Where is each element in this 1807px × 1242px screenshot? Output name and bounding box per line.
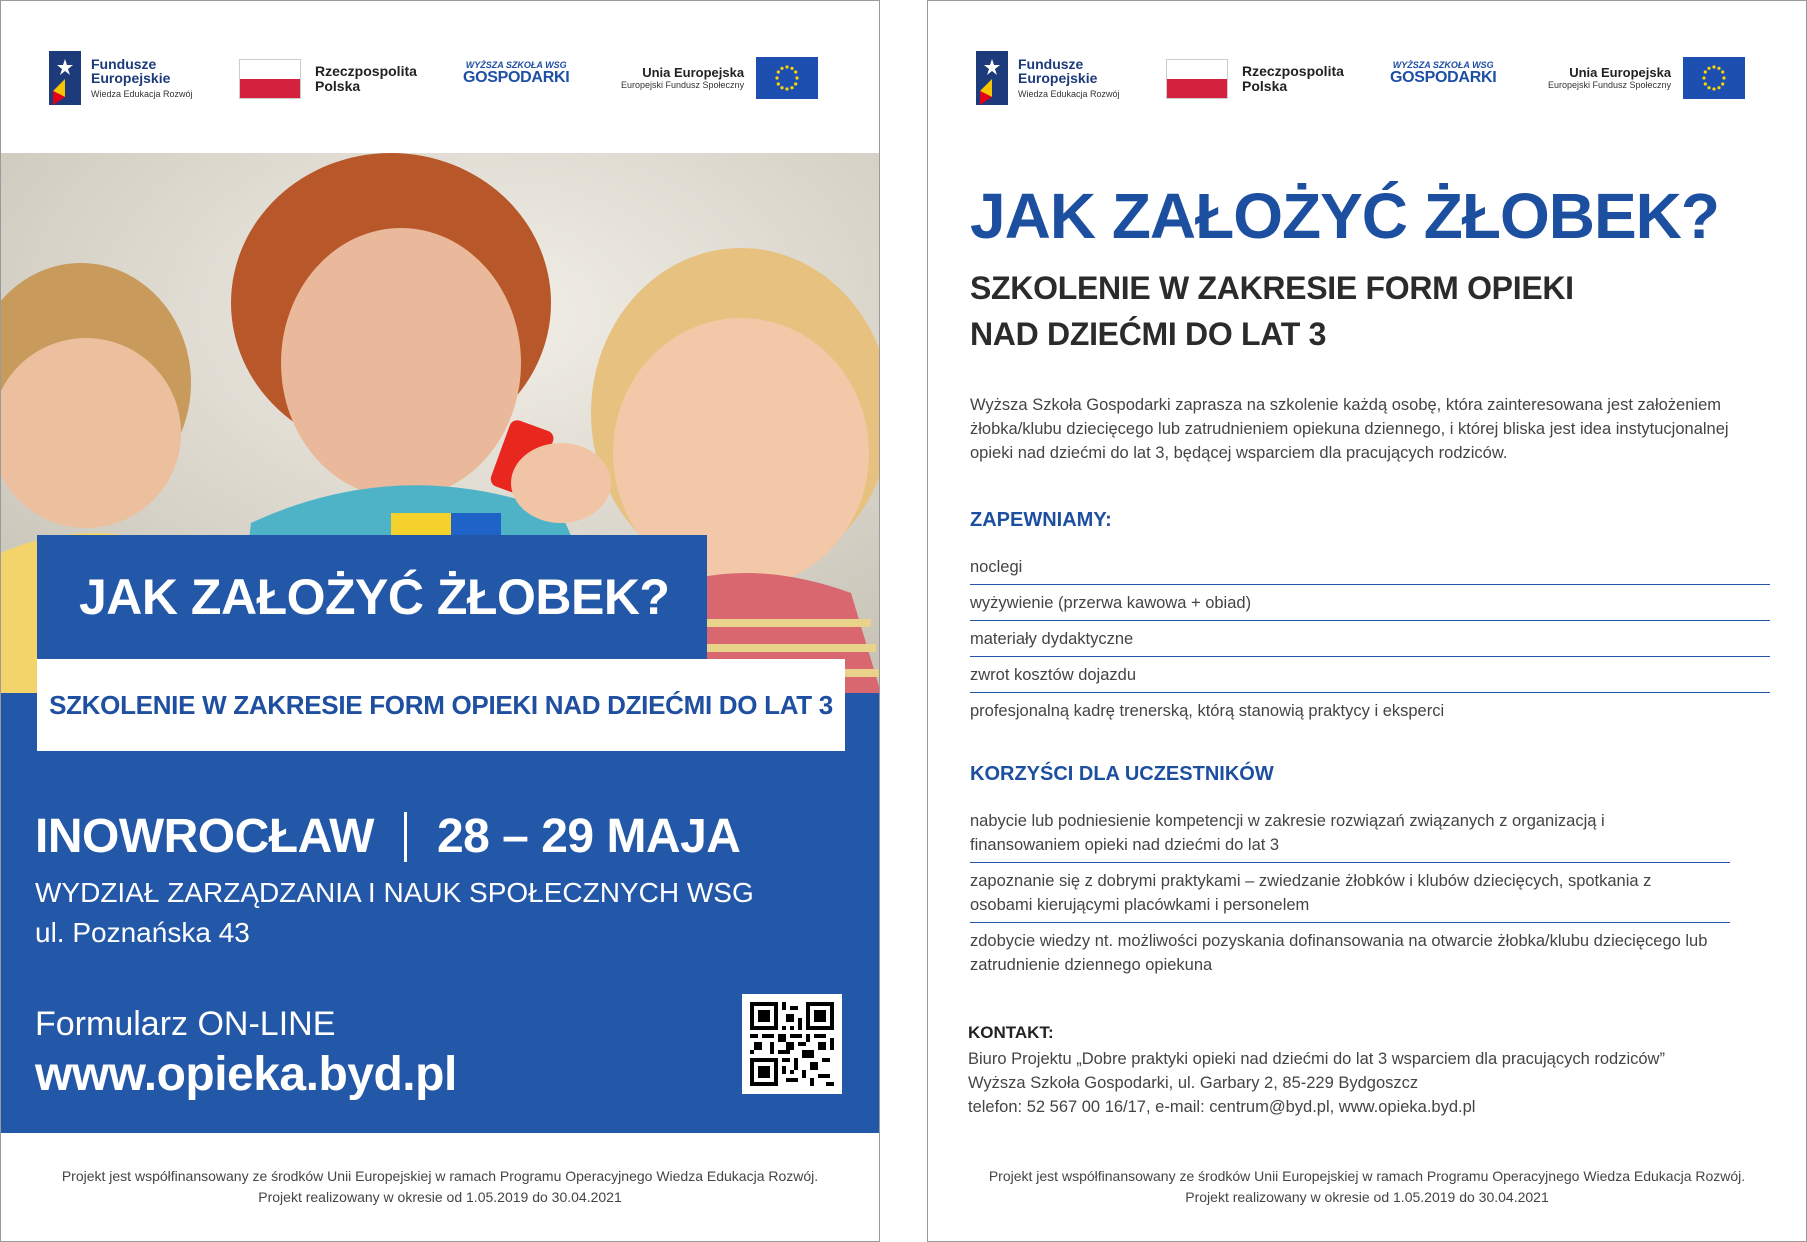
intro-paragraph: Wyższa Szkoła Gospodarki zaprasza na szkolenie każdą osobę, która zainteresowana jest założeniem żłobka/klubu dziecięcego lub zatrudnieniem opiekuna dziennego, i której bliska jest idea instytucjonalnej opieki nad dziećmi do lat 3, będącej wsparciem dla pracujących rodziców.: [970, 396, 1729, 462]
qr-code-icon: [750, 1002, 834, 1086]
list-item: wyżywienie (przerwa kawowa + obiad): [970, 585, 1770, 621]
flyer-front-page: [0, 0, 880, 1242]
ue-line1: Unia Europejska: [642, 64, 745, 80]
contact-phone-email[interactable]: telefon: 52 567 00 16/17, e-mail: centrum@byd.pl, www.opieka.byd.pl: [968, 1098, 1476, 1116]
list-item: profesjonalną kadrę trenerską, którą stanowią praktycy i eksperci: [970, 702, 1445, 720]
eu-flag-icon: [756, 57, 818, 99]
page-title: JAK ZAŁOŻYĆ ŻŁOBEK?: [79, 569, 670, 625]
polish-flag-icon: [239, 59, 301, 99]
fe-line1: Fundusze: [91, 55, 157, 72]
fe-line3: Wiedza Edukacja Rozwój: [1018, 88, 1120, 99]
contact-office: Biuro Projektu „Dobre praktyki opieki nad dziećmi do lat 3 wsparciem dla pracujących rodziców”: [968, 1050, 1665, 1068]
footer-line2: Projekt realizowany w okresie od 1.05.2019 do 30.04.2021: [1185, 1188, 1549, 1205]
flyer-back-page: [927, 0, 1807, 1242]
funding-footer: [1, 1166, 879, 1207]
qr-code[interactable]: [742, 994, 842, 1094]
list-item: zwrot kosztów dojazdu: [970, 657, 1770, 693]
rp-line2: Polska: [1242, 78, 1288, 94]
title-banner: [37, 535, 707, 659]
ue-line2: Europejski Fundusz Społeczny: [621, 80, 745, 91]
provide-list: [970, 549, 1770, 728]
contact-heading: KONTAKT:: [968, 1023, 1054, 1042]
rzeczpospolita-logo: [239, 59, 417, 99]
event-city: INOWROCŁAW: [35, 810, 374, 863]
list-item: noclegi: [970, 549, 1770, 585]
ue-line2: Europejski Fundusz Społeczny: [1548, 80, 1672, 91]
page-title: JAK ZAŁOŻYĆ ŻŁOBEK?: [970, 180, 1719, 252]
subtitle-line1: SZKOLENIE W ZAKRESIE FORM OPIEKI: [970, 270, 1574, 306]
wsg-logo: [463, 61, 569, 86]
rp-line2: Polska: [315, 78, 361, 94]
fe-line2: Europejskie: [1018, 70, 1098, 87]
polish-flag-icon: [1166, 59, 1228, 99]
unia-europejska-logo: [1548, 57, 1745, 99]
list-item: zdobycie wiedzy nt. możliwości pozyskania dofinansowania na otwarcie żłobka/klubu dziecięcego lub zatrudnienie dziennego opiekuna: [970, 932, 1708, 974]
fe-line2: Europejskie: [91, 70, 171, 87]
benefits-heading: KORZYŚCI DLA UCZESTNIKÓW: [970, 763, 1274, 785]
ue-line1: Unia Europejska: [1569, 64, 1672, 80]
event-location-date: [35, 809, 740, 864]
page-subtitle: [970, 265, 1574, 357]
fe-line1: Fundusze: [1018, 55, 1084, 72]
logo-bar: [928, 1, 1806, 151]
fundusze-europejskie-logo: [976, 51, 1120, 105]
contact-info: [968, 1047, 1665, 1119]
funding-footer: [928, 1166, 1806, 1207]
list-item: nabycie lub podniesienie kompetencji w zakresie rozwiązań związanych z organizacją i finansowaniem opieki nad dziećmi do lat 3: [970, 803, 1730, 863]
event-address: ul. Poznańska 43: [35, 917, 250, 948]
contact-address: Wyższa Szkoła Gospodarki, ul. Garbary 2, 85-229 Bydgoszcz: [968, 1074, 1419, 1092]
eu-flag-icon: [1683, 57, 1745, 99]
page-subtitle: SZKOLENIE W ZAKRESIE FORM OPIEKI NAD DZIEĆMI DO LAT 3: [49, 689, 833, 720]
fundusze-europejskie-logo: [49, 51, 193, 105]
wsg-logo: [1390, 61, 1496, 86]
footer-line2: Projekt realizowany w okresie od 1.05.2019 do 30.04.2021: [258, 1188, 622, 1205]
wsg-line2: GOSPODARKI: [1390, 69, 1497, 86]
event-department: WYDZIAŁ ZARZĄDZANIA I NAUK SPOŁECZNYCH WSG: [35, 877, 754, 908]
benefits-list: [970, 803, 1730, 982]
footer-line1: Projekt jest współfinansowany ze środków Unii Europejskiej w ramach Programu Operacyjnego Wiedza Edukacja Rozwój.: [988, 1168, 1746, 1185]
website-link[interactable]: www.opieka.byd.pl: [35, 1048, 457, 1101]
rp-line1: Rzeczpospolita: [315, 63, 417, 80]
list-item: zapoznanie się z dobrymi praktykami – zwiedzanie żłobków i klubów dziecięcych, spotkania z osobami kierującymi placówkami i personelem: [970, 863, 1730, 923]
footer-line1: Projekt jest współfinansowany ze środków Unii Europejskiej w ramach Programu Operacyjnego Wiedza Edukacja Rozwój.: [61, 1168, 819, 1185]
list-item: materiały dydaktyczne: [970, 621, 1770, 657]
unia-europejska-logo: [621, 57, 818, 99]
event-dates: 28 – 29 MAJA: [436, 810, 741, 863]
subtitle-line2: NAD DZIEĆMI DO LAT 3: [970, 316, 1327, 352]
rp-line1: Rzeczpospolita: [1242, 63, 1344, 80]
wsg-line1: WYŻSZA SZKOŁA WSG: [1392, 60, 1494, 70]
separator: [404, 812, 407, 862]
fe-line3: Wiedza Edukacja Rozwój: [91, 88, 193, 99]
rzeczpospolita-logo: [1166, 59, 1344, 99]
form-label: Formularz ON-LINE: [35, 1005, 336, 1043]
fe-star-icon: [49, 51, 81, 105]
fe-star-icon: [976, 51, 1008, 105]
provide-heading: ZAPEWNIAMY:: [970, 509, 1112, 531]
logo-bar: [1, 1, 879, 151]
wsg-line2: GOSPODARKI: [463, 69, 570, 86]
subtitle-banner: [37, 659, 845, 751]
wsg-line1: WYŻSZA SZKOŁA WSG: [465, 60, 567, 70]
